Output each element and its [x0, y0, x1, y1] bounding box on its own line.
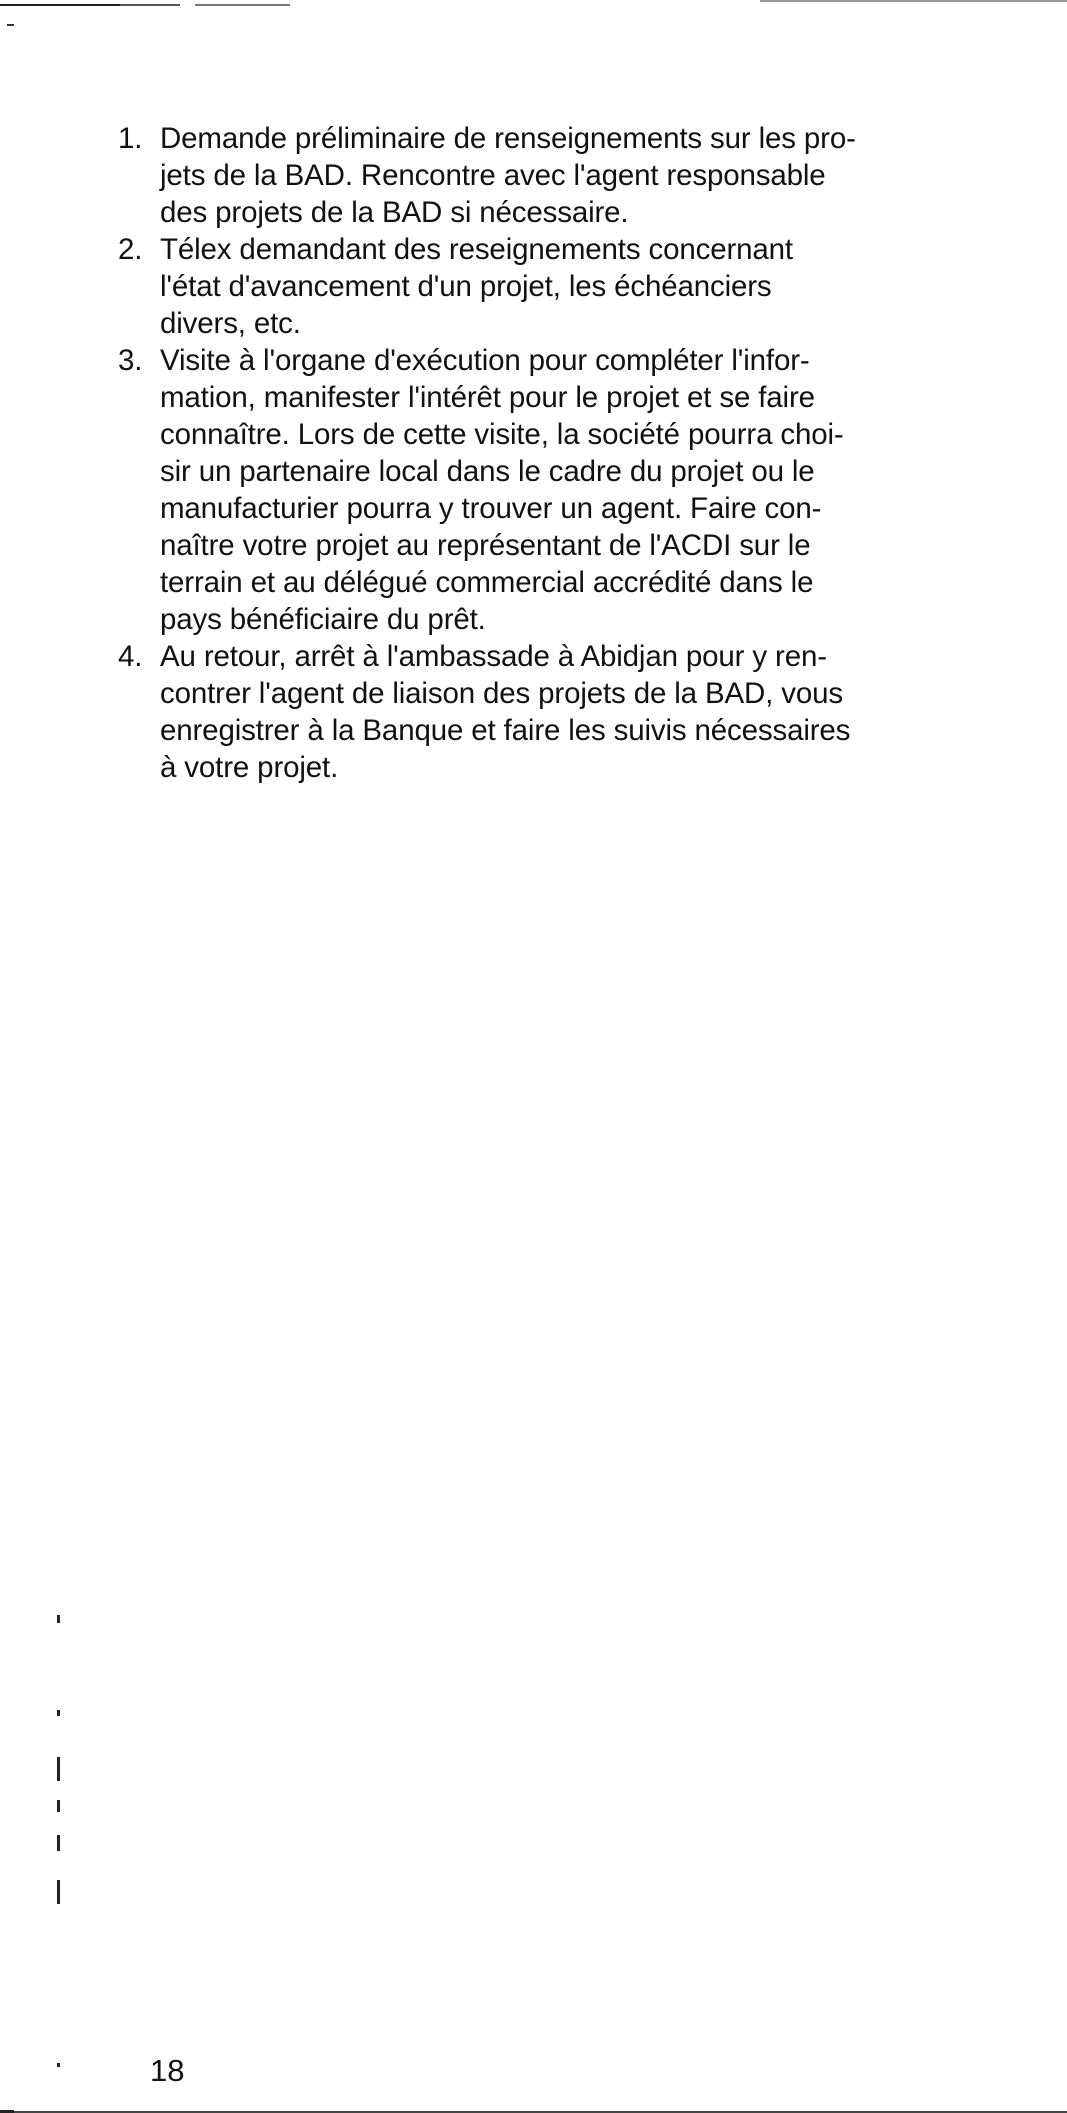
scan-top-edge	[0, 0, 1067, 6]
item-line: mation, manifester l'intérêt pour le projet et se faire	[160, 381, 815, 414]
list-item	[105, 342, 1035, 638]
item-line: terrain et au délégué commercial accrédité dans le	[160, 566, 814, 599]
item-number: 3.	[118, 344, 143, 377]
item-line: des projets de la BAD si nécessaire.	[160, 196, 629, 229]
item-line: Télex demandant des reseignements concernant	[160, 233, 793, 266]
instruction-list	[105, 120, 1035, 786]
item-line: pays bénéficiaire du prêt.	[160, 603, 486, 636]
list-item	[105, 231, 1035, 342]
scan-mark	[7, 24, 14, 26]
item-line: contrer l'agent de liaison des projets de la BAD, vous	[160, 677, 843, 710]
item-line: à votre projet.	[160, 751, 339, 784]
scan-bottom-edge	[0, 2107, 1067, 2113]
item-number: 1.	[118, 122, 143, 155]
item-line: naître votre projet au représentant de l'ACDI sur le	[160, 529, 811, 562]
item-line: Visite à l'organe d'exécution pour compléter l'infor-	[160, 344, 810, 377]
item-line: jets de la BAD. Rencontre avec l'agent responsable	[160, 159, 826, 192]
item-number: 2.	[118, 233, 143, 266]
item-line: Au retour, arrêt à l'ambassade à Abidjan pour y ren-	[160, 640, 827, 673]
item-line: manufacturier pourra y trouver un agent. Faire con-	[160, 492, 822, 525]
item-number: 4.	[118, 640, 143, 673]
item-line: divers, etc.	[160, 307, 301, 340]
list-item	[105, 120, 1035, 231]
item-line: Demande préliminaire de renseignements sur les pro-	[160, 122, 856, 155]
item-line: connaître. Lors de cette visite, la société pourra choi-	[160, 418, 844, 451]
item-line: enregistrer à la Banque et faire les suivis nécessaires	[160, 714, 851, 747]
item-line: sir un partenaire local dans le cadre du projet ou le	[160, 455, 815, 488]
list-item	[105, 638, 1035, 786]
item-line: l'état d'avancement d'un projet, les échéanciers	[160, 270, 772, 303]
page-number: 18	[150, 2053, 185, 2088]
